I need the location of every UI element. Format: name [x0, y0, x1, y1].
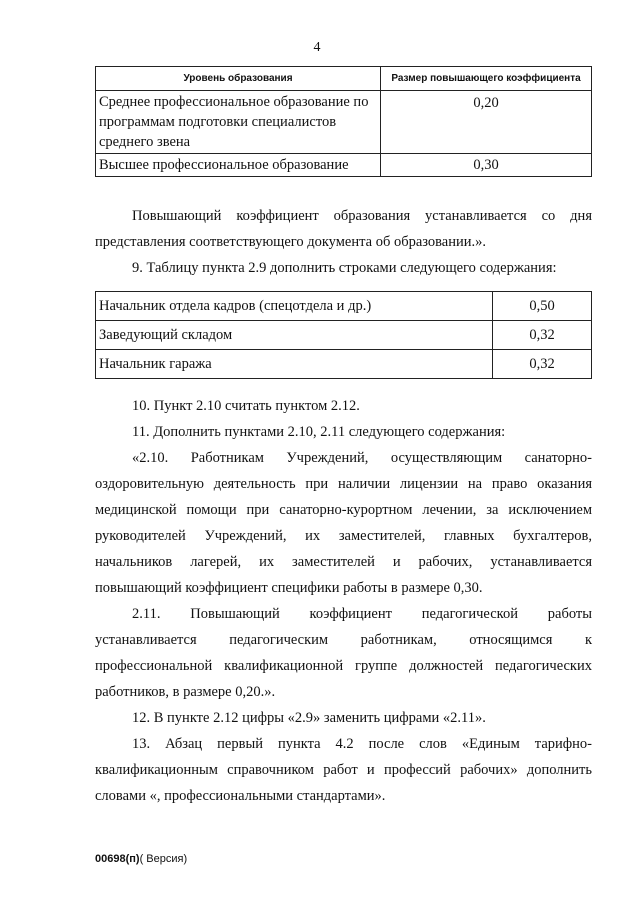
page-number: 4	[313, 40, 321, 55]
table-row	[96, 350, 592, 379]
table-row	[96, 321, 592, 350]
paragraph-item-13-line-3: словами «, профессиональными стандартами».	[95, 788, 386, 804]
coefficient-cell: 0,32	[493, 350, 592, 379]
paragraph-item-10: 10. Пункт 2.10 считать пунктом 2.12.	[132, 398, 360, 414]
paragraph-2-11-line-3: профессиональной квалификационной группе должностей педагогических	[95, 658, 592, 674]
coefficient-cell: 0,50	[493, 292, 592, 321]
table-row	[96, 292, 592, 321]
table-header-row	[96, 67, 592, 91]
paragraph-2-11-line-2: устанавливается педагогическим работникам, относящимся к	[95, 632, 592, 648]
document-code: 00698(п)	[95, 853, 140, 865]
education-coefficient-table	[95, 66, 592, 177]
position-cell: Начальник гаража	[96, 350, 493, 379]
paragraph-item-9: 9. Таблицу пункта 2.9 дополнить строками следующего содержания:	[132, 260, 557, 276]
paragraph-item-13-line-1: 13. Абзац первый пункта 4.2 после слов «Единым тарифно-	[132, 736, 592, 752]
document-version: ( Версия)	[139, 853, 188, 865]
column-header-education-level: Уровень образования	[96, 67, 381, 91]
paragraph-2-10-line-5: начальников лагерей, их заместителей и рабочих, устанавливается	[95, 554, 592, 570]
document-footer	[95, 853, 187, 865]
position-cell: Заведующий складом	[96, 321, 493, 350]
position-cell: Начальник отдела кадров (спецотдела и др.)	[96, 292, 493, 321]
paragraph-coefficient-note: Повышающий коэффициент образования устанавливается со дня	[132, 208, 592, 224]
paragraph-item-13-line-2: квалификационным справочником работ и профессий рабочих» дополнить	[95, 762, 592, 778]
position-coefficient-table	[95, 291, 592, 379]
coefficient-cell: 0,20	[381, 91, 592, 154]
paragraph-item-12: 12. В пункте 2.12 цифры «2.9» заменить цифрами «2.11».	[132, 710, 486, 726]
coefficient-cell: 0,30	[381, 154, 592, 177]
education-level-cell: Среднее профессиональное образование по программам подготовки специалистов среднего звена	[96, 91, 381, 154]
paragraph-item-11: 11. Дополнить пунктами 2.10, 2.11 следующего содержания:	[132, 424, 506, 440]
education-level-cell: Высшее профессиональное образование	[96, 154, 381, 177]
column-header-coefficient: Размер повышающего коэффициента	[381, 67, 592, 91]
coefficient-cell: 0,32	[493, 321, 592, 350]
paragraph-2-11-line-1: 2.11. Повышающий коэффициент педагогической работы	[132, 606, 592, 622]
paragraph-2-10-line-3: медицинской помощи при санаторно-курортном лечении, за исключением	[95, 502, 592, 518]
paragraph-2-10-line-6: повышающий коэффициент специфики работы в размере 0,30.	[95, 580, 483, 596]
paragraph-2-10-line-1: «2.10. Работникам Учреждений, осуществляющим санаторно-	[132, 450, 592, 466]
paragraph-2-10-line-4: руководителей Учреждений, их заместителей, главных бухгалтеров,	[95, 528, 592, 544]
paragraph-coefficient-note-end: представления соответствующего документа об образовании.».	[95, 234, 487, 250]
paragraph-2-11-line-4: работников, в размере 0,20.».	[95, 684, 276, 700]
table-row	[96, 91, 592, 154]
paragraph-2-10-line-2: оздоровительную деятельность при наличии лицензии на право оказания	[95, 476, 592, 492]
table-row	[96, 154, 592, 177]
